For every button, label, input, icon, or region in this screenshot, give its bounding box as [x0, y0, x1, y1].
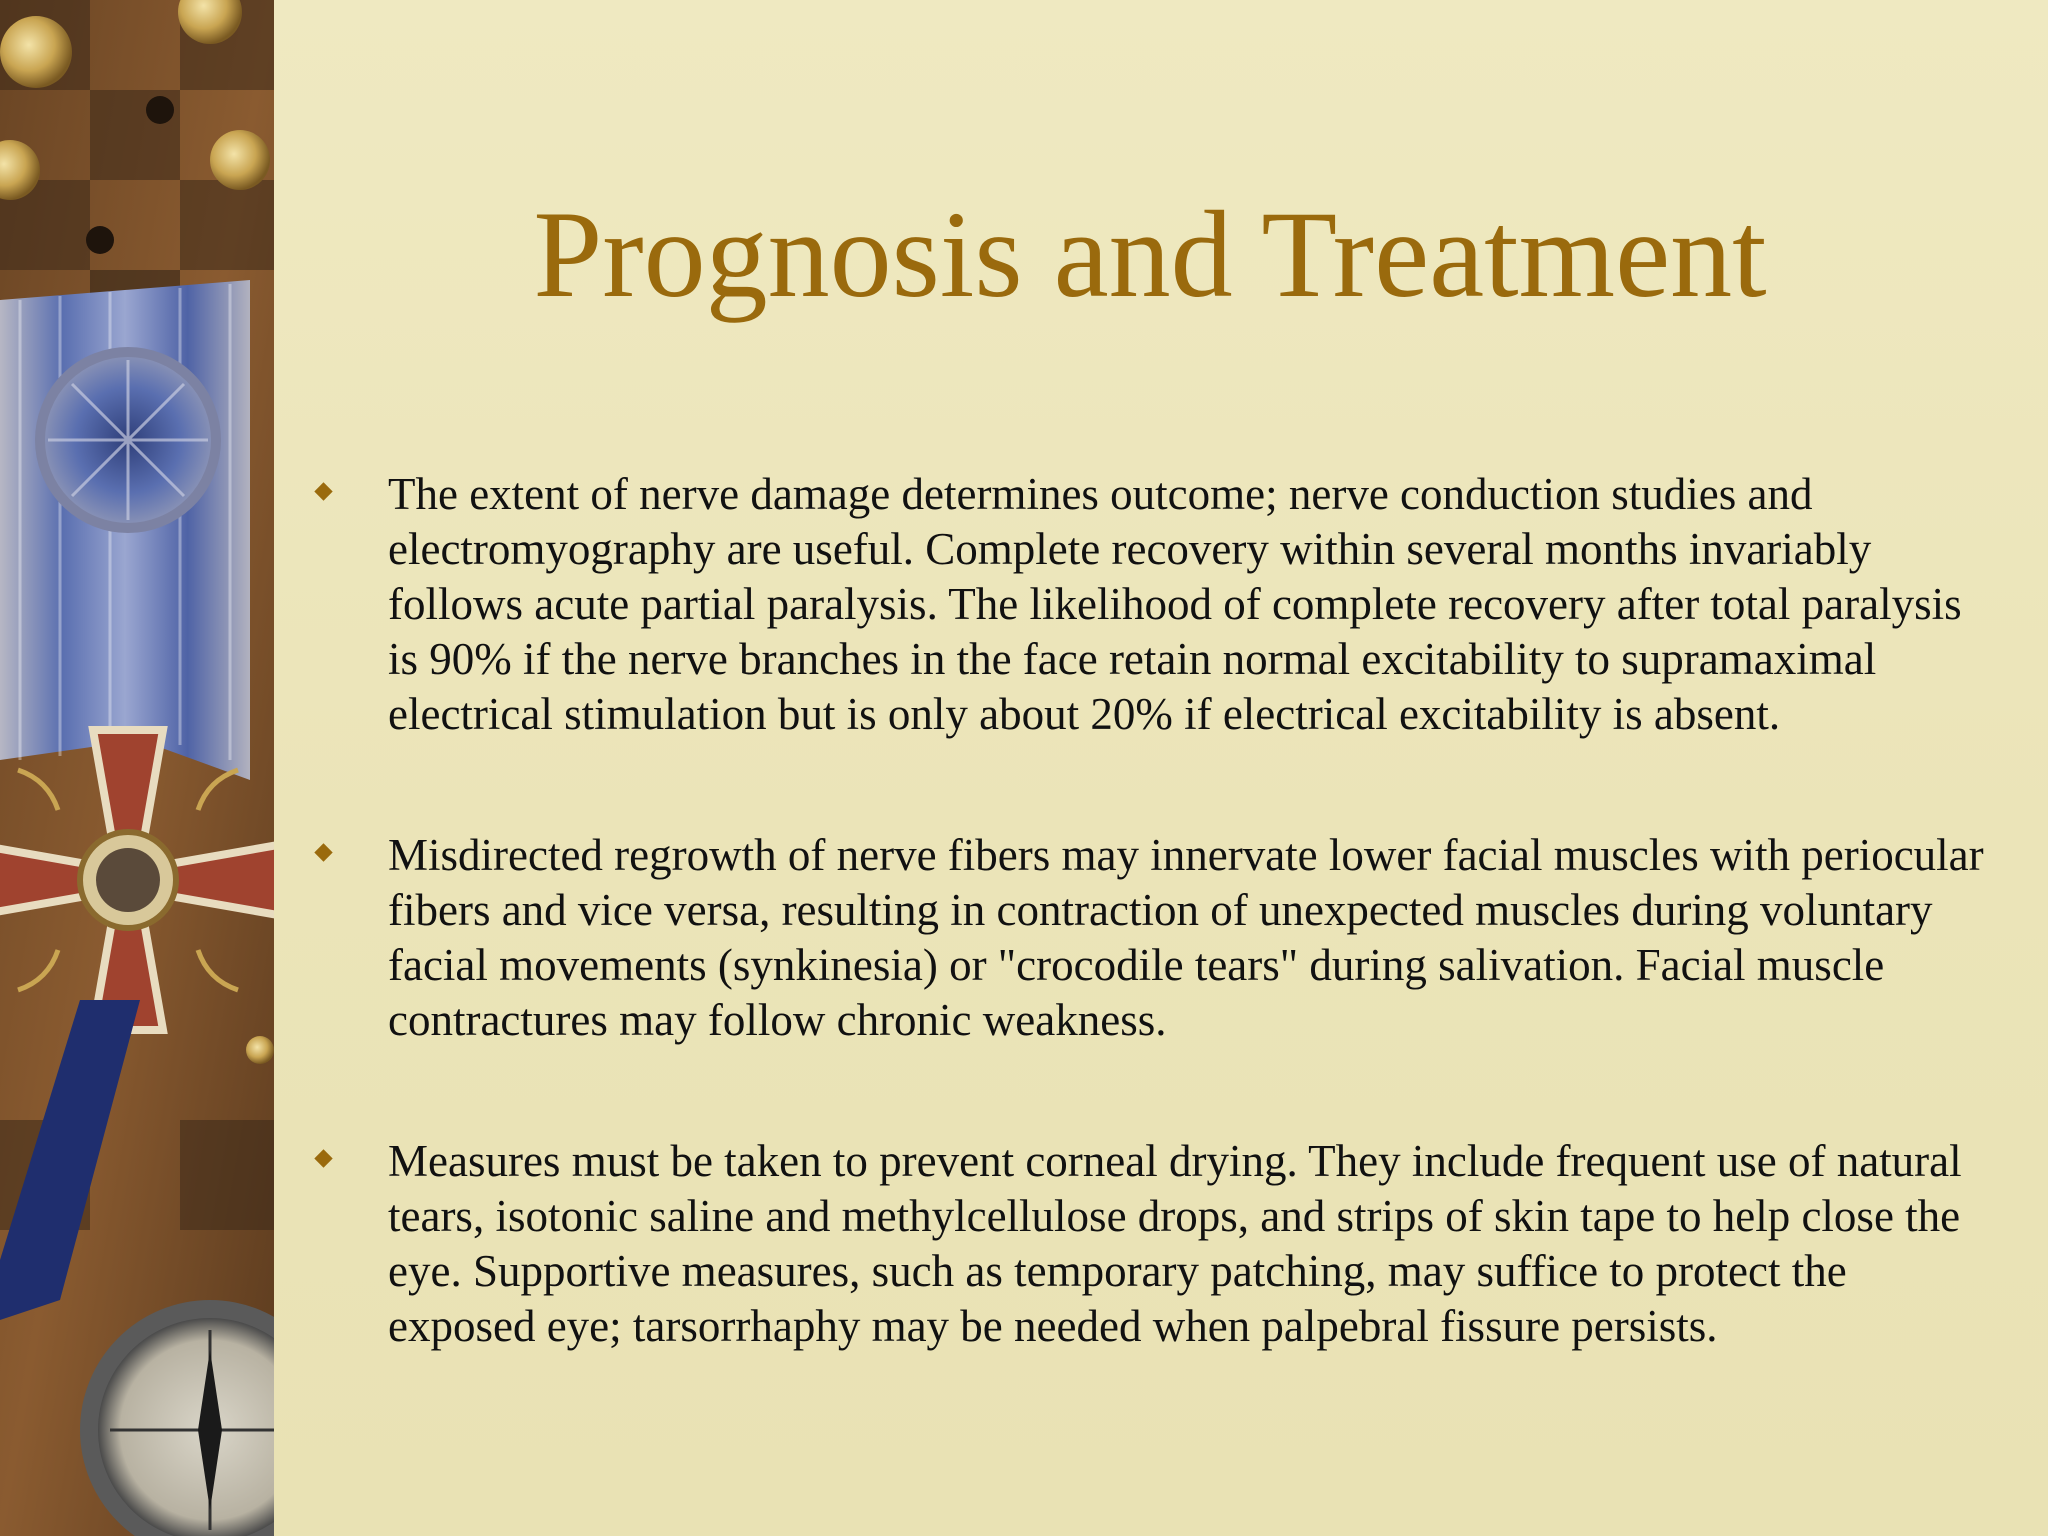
diamond-bullet-icon	[314, 1149, 332, 1167]
bullet-text: Measures must be taken to prevent corneal drying. They include frequent use of natural tears, isotonic saline and methylcellulose drops, and strips of skin tape to help close the eye. Supportive measures, such as temporary patching, may suffice to protect the exposed eye; tarsorrhaphy may be needed when palpebral fissure persists.	[388, 1136, 1962, 1351]
bullet-list	[310, 467, 2000, 1354]
slide-title: Prognosis and Treatment	[533, 186, 1767, 323]
bullet-text: The extent of nerve damage determines outcome; nerve conduction studies and electromyography are useful. Complete recovery within several months invariably follows acute partial paralysis. The likelihood of complete recovery after total paralysis is 90% if the nerve branches in the face retain normal excitability to supramaximal electrical stimulation but is only about 20% if electrical excitability is absent.	[388, 469, 1962, 739]
decorative-side-image	[0, 0, 274, 1536]
bullet-item-prognosis	[310, 467, 2000, 742]
bullet-text: Misdirected regrowth of nerve fibers may innervate lower facial muscles with periocular fibers and vice versa, resulting in contraction of unexpected muscles during voluntary facial movements (synkinesia) or "crocodile tears" during salivation. Facial muscle contractures may follow chronic weakness.	[388, 830, 1984, 1045]
bullet-item-misdirected-regrowth	[310, 828, 2000, 1048]
diamond-bullet-icon	[314, 843, 332, 861]
medal-compass-illustration	[0, 0, 274, 1536]
diamond-bullet-icon	[314, 482, 332, 500]
bullet-item-corneal-protection	[310, 1134, 2000, 1354]
